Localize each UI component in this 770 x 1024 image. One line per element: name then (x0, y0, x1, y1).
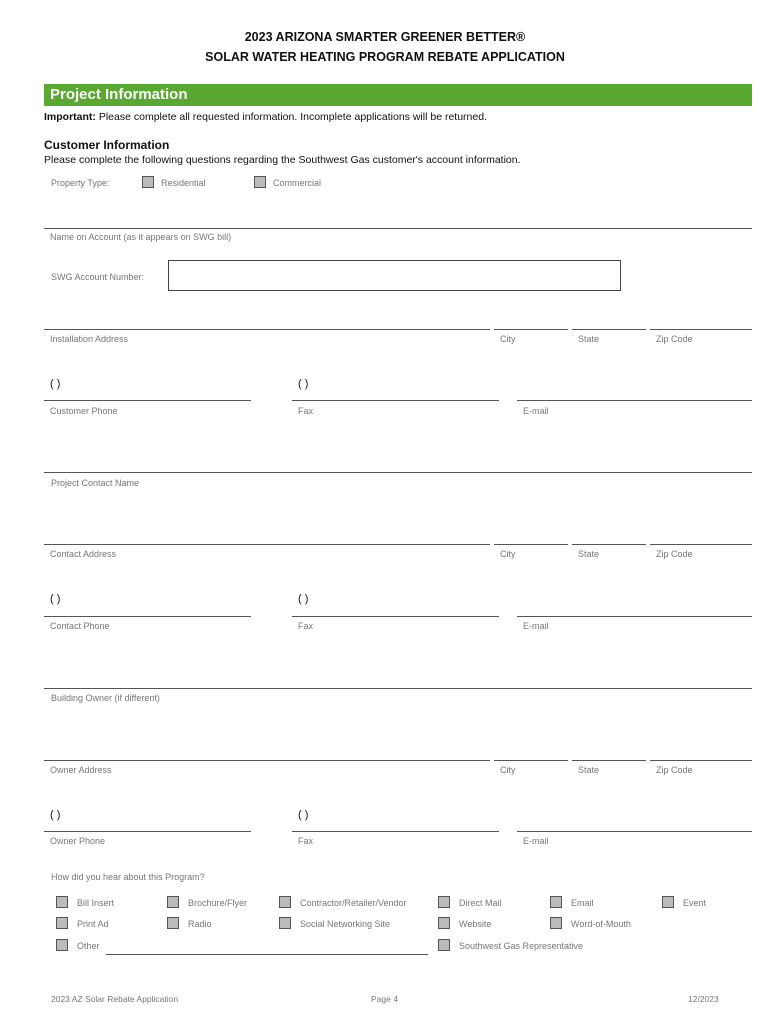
residential-label: Residential (161, 178, 206, 188)
project-contact-name-field[interactable] (44, 472, 752, 473)
print-ad-label: Print Ad (77, 919, 109, 929)
project-contact-name-label: Project Contact Name (51, 478, 140, 488)
hear-question: How did you hear about this Program? (51, 872, 205, 882)
contact-fax-area-code: ( ) (298, 593, 309, 605)
customer-email-field[interactable] (517, 400, 752, 401)
event-checkbox[interactable] (662, 896, 674, 908)
contractor-label: Contractor/Retailer/Vendor (300, 898, 407, 908)
swg-rep-checkbox[interactable] (438, 939, 450, 951)
brochure-checkbox[interactable] (167, 896, 179, 908)
print-ad-checkbox[interactable] (56, 917, 68, 929)
bill-insert-checkbox[interactable] (56, 896, 68, 908)
customer-fax-field[interactable] (292, 400, 499, 401)
contact-email-field[interactable] (517, 616, 752, 617)
contact-phone-label: Contact Phone (50, 621, 110, 631)
customer-phone-area-code: ( ) (50, 378, 61, 390)
email-source-checkbox[interactable] (550, 896, 562, 908)
owner-address-label: Owner Address (50, 765, 112, 775)
contact-city-label: City (500, 549, 516, 559)
owner-fax-field[interactable] (292, 831, 499, 832)
account-number-label: SWG Account Number: (51, 272, 145, 282)
important-note (44, 111, 487, 123)
owner-zip-label: Zip Code (656, 765, 693, 775)
bill-insert-label: Bill Insert (77, 898, 115, 908)
residential-checkbox[interactable] (142, 176, 154, 188)
customer-fax-label: Fax (298, 406, 314, 416)
radio-checkbox[interactable] (167, 917, 179, 929)
swg-rep-label: Southwest Gas Representative (459, 941, 584, 951)
name-on-account-field[interactable] (44, 228, 752, 229)
owner-phone-label: Owner Phone (50, 836, 106, 846)
building-owner-label: Building Owner (if different) (51, 693, 160, 703)
install-state-label: State (578, 334, 600, 344)
install-address-label: Installation Address (50, 334, 129, 344)
account-number-input[interactable] (168, 260, 621, 291)
footer-page: Page 4 (371, 994, 398, 1004)
direct-mail-label: Direct Mail (459, 898, 502, 908)
commercial-label: Commercial (273, 178, 322, 188)
section-header-bar (44, 84, 752, 106)
install-zip-label: Zip Code (656, 334, 693, 344)
install-zip-field[interactable] (650, 329, 752, 330)
contact-address-field[interactable] (44, 544, 490, 545)
owner-phone-field[interactable] (44, 831, 251, 832)
owner-phone-area-code: ( ) (50, 809, 61, 821)
owner-city-label: City (500, 765, 516, 775)
email-source-label: Email (571, 898, 594, 908)
word-of-mouth-label: Word-of-Mouth (571, 919, 631, 929)
owner-state-label: State (578, 765, 600, 775)
social-label: Social Networking Site (300, 919, 391, 929)
other-checkbox[interactable] (56, 939, 68, 951)
contractor-checkbox[interactable] (279, 896, 291, 908)
website-label: Website (459, 919, 492, 929)
other-specify-field[interactable] (106, 954, 428, 955)
word-of-mouth-checkbox[interactable] (550, 917, 562, 929)
contact-zip-field[interactable] (650, 544, 752, 545)
social-checkbox[interactable] (279, 917, 291, 929)
contact-address-label: Contact Address (50, 549, 117, 559)
contact-fax-label: Fax (298, 621, 314, 631)
customer-fax-area-code: ( ) (298, 378, 309, 390)
install-address-field[interactable] (44, 329, 490, 330)
direct-mail-checkbox[interactable] (438, 896, 450, 908)
contact-fax-field[interactable] (292, 616, 499, 617)
customer-phone-label: Customer Phone (50, 406, 118, 416)
owner-address-field[interactable] (44, 760, 490, 761)
property-type-label: Property Type: (51, 178, 110, 188)
contact-phone-area-code: ( ) (50, 593, 61, 605)
owner-city-field[interactable] (494, 760, 568, 761)
owner-zip-field[interactable] (650, 760, 752, 761)
contact-city-field[interactable] (494, 544, 568, 545)
owner-state-field[interactable] (572, 760, 646, 761)
building-owner-field[interactable] (44, 688, 752, 689)
contact-state-field[interactable] (572, 544, 646, 545)
brochure-label: Brochure/Flyer (188, 898, 248, 908)
customer-email-label: E-mail (523, 406, 549, 416)
contact-email-label: E-mail (523, 621, 549, 631)
footer-left: 2023 AZ Solar Rebate Application (51, 994, 179, 1004)
important-label: Important: (44, 111, 96, 123)
install-city-field[interactable] (494, 329, 568, 330)
owner-fax-label: Fax (298, 836, 314, 846)
contact-state-label: State (578, 549, 600, 559)
contact-phone-field[interactable] (44, 616, 251, 617)
footer-date: 12/2023 (688, 994, 719, 1004)
event-label: Event (683, 898, 707, 908)
install-state-field[interactable] (572, 329, 646, 330)
website-checkbox[interactable] (438, 917, 450, 929)
name-on-account-label: Name on Account (as it appears on SWG bill) (50, 232, 232, 242)
commercial-checkbox[interactable] (254, 176, 266, 188)
section-title: Project Information (50, 86, 188, 103)
install-city-label: City (500, 334, 516, 344)
important-text: Please complete all requested information. Incomplete applications will be returned. (95, 111, 487, 123)
customer-info-heading: Customer Information (44, 138, 170, 152)
radio-label: Radio (188, 919, 212, 929)
customer-phone-field[interactable] (44, 400, 251, 401)
form-title-line1: 2023 ARIZONA SMARTER GREENER BETTER® (244, 30, 526, 44)
owner-email-label: E-mail (523, 836, 549, 846)
owner-fax-area-code: ( ) (298, 809, 309, 821)
owner-email-field[interactable] (517, 831, 752, 832)
contact-zip-label: Zip Code (656, 549, 693, 559)
form-title-line2: SOLAR WATER HEATING PROGRAM REBATE APPLICATION (205, 50, 565, 64)
customer-info-intro: Please complete the following questions regarding the Southwest Gas customer's account information. (44, 154, 521, 166)
other-label: Other (77, 941, 100, 951)
